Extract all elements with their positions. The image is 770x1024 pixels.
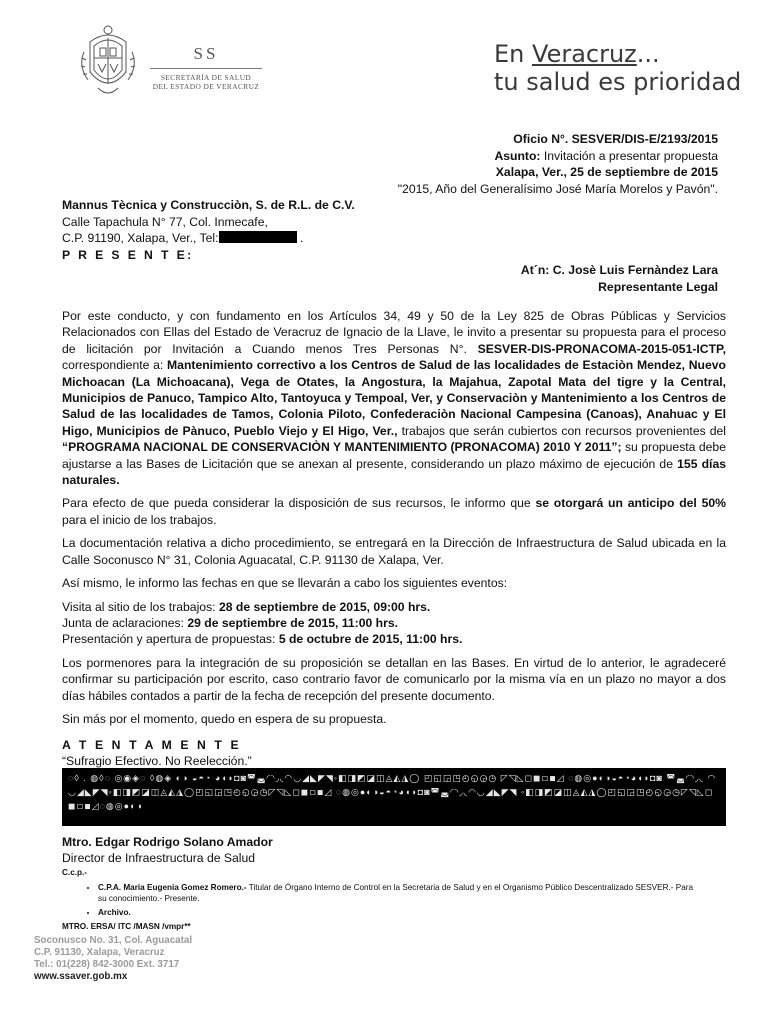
atentamente: A T E N T A M E N T E bbox=[62, 738, 242, 752]
year-motto: "2015, Año del Generalísimo José María Morelos y Pavón". bbox=[397, 181, 718, 196]
agency-line-2: DEL ESTADO DE VERACRUZ bbox=[152, 82, 260, 91]
ccp-item: • Archivo. bbox=[98, 907, 702, 918]
paragraph-4: Así mismo, le informo las fechas en que se llevarán a cabo los siguientes eventos: bbox=[62, 576, 508, 591]
footer-line-3: Tel.: 01(228) 842-3000 Ext. 3717 bbox=[34, 959, 180, 970]
paragraph-5: Los pormenores para la integración de su proposición se detallan en las Bases. En virtud de lo anterior, le agradeceré confirmar su participación por escrito, caso contrario favor de comunicarlo por la misma vía en un plazo no mayor a dos días hábiles contados a partir de la fecha de recepción del presente documento. bbox=[62, 655, 726, 703]
event-proposals: Presentación y apertura de propuestas: 5 de octubre de 2015, 11:00 hrs. bbox=[62, 632, 463, 647]
asunto: Asunto: Invitación a presentar propuesta bbox=[494, 148, 718, 163]
attention-role: Representante Legal bbox=[598, 280, 718, 294]
footer-line-1: Soconusco No. 31, Col. Aguacatal bbox=[34, 935, 193, 946]
redacted-signature-block: ◌◊ . ◍◊◌ ◎◉◈◌ ◊◍◈ ◐◑ ◒◓◔ ◕◖◗◘◙◚◛◜◝◞◟◠◡◢◣◤◥◦◧◨◩◪◫◬◭◮◯ ◰◱◲◳◴◵◶◷ ◸◹◺◻◼◽◾◿ ◌◍◎●◐◑◒◓◔◕◖◗◘◙ ◚◛◜◝◞◟ ◠◡◢◣◤◥◦◧◨◩◪◫◬◭◮◯◰◱◲◳◴◵◶◷◸◹◺◻◼◽◾◿ ◌◍◎●◐◑◒◓◔◕◖◗◘◙◚◛◜◝◞◟◠◡◢◣◤◥ ◦◧◨◩◪◫◬◭◮◯◰◱◲◳◴◵◶◷◸◹◺◻◼◽◾◿◌◍◎●◐◑ bbox=[62, 768, 726, 826]
paragraph-6: Sin más por el momento, quedo en espera de su propuesta. bbox=[62, 711, 387, 726]
slogan-line-1: En Veracruz... bbox=[494, 40, 660, 68]
letter-body bbox=[62, 308, 726, 734]
signer-name: Mtro. Edgar Rodrigo Solano Amador bbox=[62, 835, 273, 849]
event-clarifications: Junta de aclaraciones: 29 de septiembre de 2015, 11:00 hrs. bbox=[62, 615, 399, 630]
ccp-list bbox=[62, 882, 702, 918]
signer-title: Director de Infraestructura de Salud bbox=[62, 851, 256, 865]
footer-website-link[interactable]: www.ssaver.gob.mx bbox=[34, 971, 128, 982]
recipient-company: Mannus Tècnica y Construcciòn, S. de R.L. de C.V. bbox=[62, 198, 355, 212]
oficio-block bbox=[398, 131, 718, 197]
footer-address bbox=[34, 935, 192, 983]
ccp-label: C.c.p.- bbox=[62, 868, 88, 877]
initials: MTRO. ERSA/ ITC /MASN /vmpr** bbox=[62, 922, 191, 931]
oficio-number: Oficio N°. SESVER/DIS-E/2193/2015 bbox=[513, 132, 718, 146]
paragraph-1: Por este conducto, y con fundamento en los Artículos 34, 49 y 50 de la Ley 825 de Obras Públicas y Servicios Relacionados con Ellas del Estado de Veracruz de Ignacio de la Llave, le invito a presentar su propuesta para el proceso de licitación por Invitación a Cuando menos Tres Personas N°. SESVER-DIS-PRONACOMA-2015-051-ICTP, correspondiente a: Mantenimiento correctivo a los Centros de Salud de las localidades de Estaciòn Mendez, Nuevo Michoacan (La Michoacana), Vega de Otates, la Angostura, la Majahua, Zapotal Mata del tigre y la Central, Municipios de Panuco, Tampico Alto, Tantoyuca y Tempoal, Ver, y Conservaciòn y Mantenimiento a los Centros de Salud de las localidades de Tamos, Colonia Piloto, Confederaciòn Nacional Campesina (Canoas), Anahuac y El Higo, Municipios de Pànuco, Pueblo Viejo y El Higo, Ver., trabajos que serán cubiertos con recursos provenientes del “PROGRAMA NACIONAL DE CONSERVACIÒN Y MANTENIMIENTO (PRONACOMA) 2010 Y 2011”; su propuesta debe ajustarse a las Bases de Licitación que se anexan al presente, considerando un plazo máximo de ejecución de 155 días naturales. bbox=[62, 309, 727, 488]
presente: P R E S E N T E: bbox=[62, 247, 194, 262]
ccp-item: • C.P.A. Maria Eugenia Gomez Romero.- Titular de Órgano Interno de Control en la Secretaria de Salud y en el Organismo Público Descentralizado SESVER.- Para su conocimiento.- Presente. bbox=[98, 882, 702, 904]
slogan bbox=[494, 40, 741, 96]
events-list bbox=[62, 599, 726, 648]
footer-line-2: C.P. 91130, Xalapa, Veracruz bbox=[34, 947, 165, 958]
agency-logo-text bbox=[150, 44, 262, 91]
slogan-line-2: tu salud es prioridad bbox=[494, 68, 742, 96]
attention-block bbox=[521, 262, 718, 296]
closing-motto: “Sufragio Efectivo. No Reelección.” bbox=[62, 754, 252, 768]
veracruz-seal-logo bbox=[76, 22, 140, 100]
paragraph-2: Para efecto de que pueda considerar la disposición de sus recursos, le informo que se otorgará un anticipo del 50% para el inicio de los trabajos. bbox=[62, 496, 726, 527]
recipient-block bbox=[62, 197, 355, 263]
ccp-block bbox=[62, 867, 702, 932]
closing-block bbox=[62, 737, 252, 769]
recipient-address-2: C.P. 91190, Xalapa, Ver., Tel: . bbox=[62, 231, 304, 245]
ss-divider bbox=[150, 68, 262, 69]
recipient-address-1: Calle Tapachula N° 77, Col. Inmecafe, bbox=[62, 214, 268, 229]
redacted-phone bbox=[219, 231, 297, 243]
attention-name: At´n: C. Josè Luis Fernàndez Lara bbox=[520, 263, 718, 277]
paragraph-3: La documentación relativa a dicho procedimiento, se entregará en la Dirección de Infraestructura de Salud ubicada en la Calle Soconusco N° 31, Colonia Aguacatal, C.P. 91130 de Xalapa, Ver. bbox=[62, 536, 726, 567]
ss-letters: SS bbox=[193, 44, 219, 63]
agency-line-1: SECRETARÍA DE SALUD bbox=[160, 73, 252, 82]
signer-block bbox=[62, 834, 273, 866]
place-date: Xalapa, Ver., 25 de septiembre de 2015 bbox=[495, 165, 718, 179]
event-site-visit: Visita al sitio de los trabajos: 28 de septiembre de 2015, 09:00 hrs. bbox=[62, 599, 431, 614]
